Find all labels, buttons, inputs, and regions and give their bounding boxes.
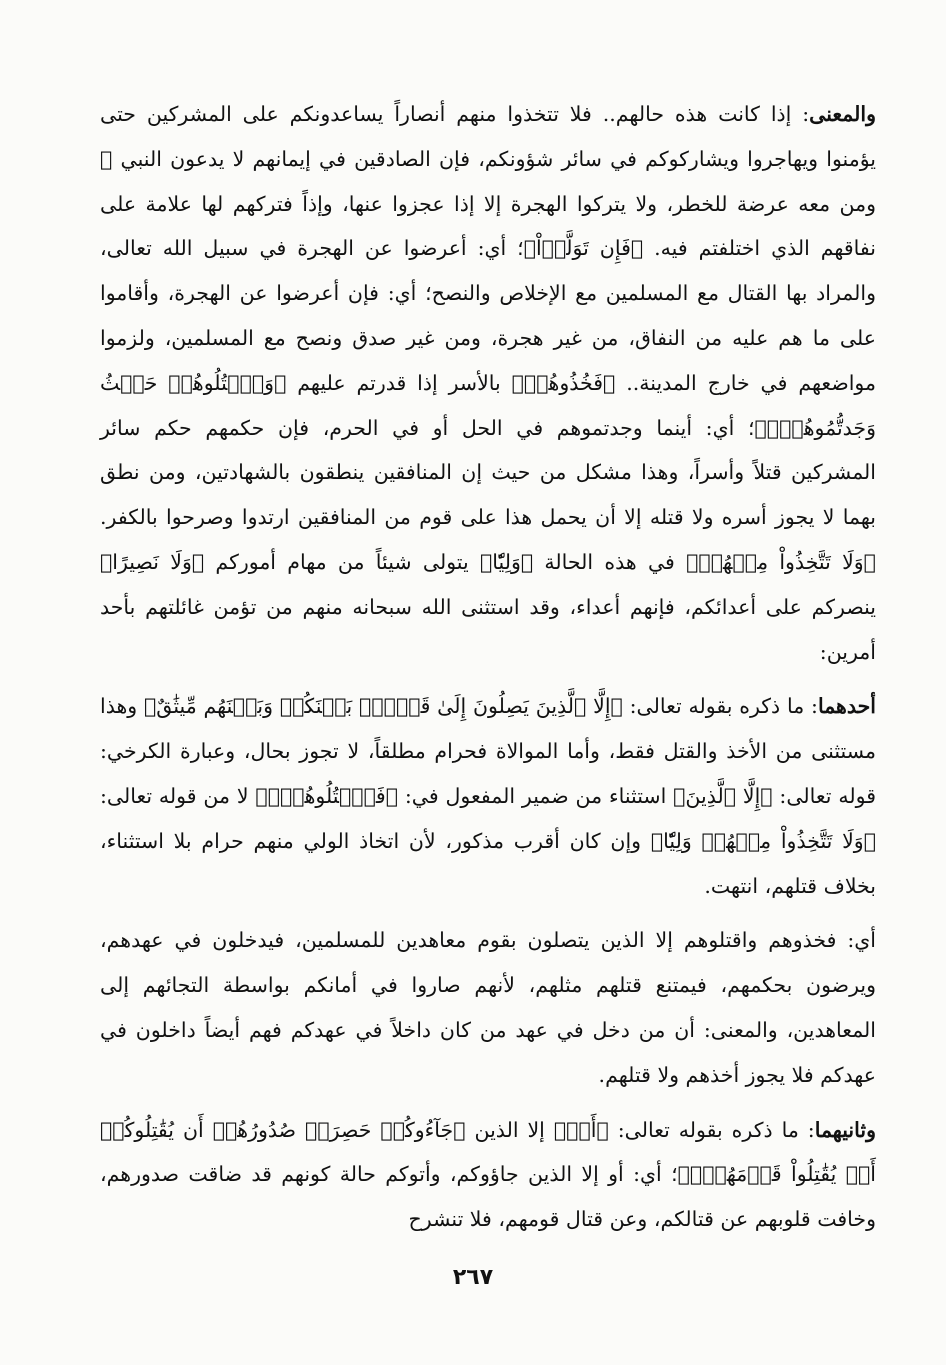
page-body <box>100 92 876 1242</box>
paragraph-3 <box>100 918 876 1097</box>
paragraph-lead: أحدهما <box>817 694 876 719</box>
paragraph-text: : إذا كانت هذه حالهم.. فلا تتخذوا منهم أنصاراً يساعدونكم على المشركين حتى يؤمنوا ويهاجروا ويشاركوكم في سائر شؤونكم، فإن الصادقين في إيمانهم لا يدعون النبي ﷺ ومن معه عرضة للخطر، ولا يتركوا الهجرة إلا إذا عجزوا عنها، وإذاً فتركهم لها علامة على نفاقهم الذي اختلفتم فيه. ﴿فَإِن تَوَلَّوۡاْ﴾؛ أي: أعرضوا عن الهجرة في سبيل الله تعالى، والمراد بها القتال مع المسلمين مع الإخلاص والنصح؛ أي: فإن أعرضوا عن الهجرة، وأقاموا على ما هم عليه من النفاق، من غير هجرة، ومن غير صدق ونصح مع المسلمين، ولزموا مواضعهم في خارج المدينة.. ﴿فَخُذُوهُمۡ﴾ بالأسر إذا قدرتم عليهم ﴿وَٱقۡتُلُوهُمۡ حَيۡثُ وَجَدتُّمُوهُمۡۖ﴾؛ أي: أينما وجدتموهم في الحل أو في الحرم، فإن حكمهم حكم سائر المشركين قتلاً وأسراً، وهذا مشكل من حيث إن المنافقين ينطقون بالشهادتين، ومن نطق بهما لا يجوز أسره ولا قتله إلا أن يحمل هذا على قوم من المنافقين ارتدوا وصرحوا بالكفر. ﴿وَلَا تَتَّخِذُواْ مِنۡهُمۡ﴾ في هذه الحالة ﴿وَلِيّٗا﴾ يتولى شيئاً من مهام أموركم ﴿وَلَا نَصِيرًا﴾ ينصركم على أعدائكم، فإنهم أعداء، وقد استثنى الله سبحانه منهم من تؤمن غائلتهم بأحد أمرين: <box>100 102 876 664</box>
paragraph-2 <box>100 684 876 908</box>
paragraph-lead: والمعنى <box>809 102 876 126</box>
paragraph-text: أي: فخذوهم واقتلوهم إلا الذين يتصلون بقوم معاهدين للمسلمين، فيدخلون في عهدهم، ويرضون بحكمهم، فيمتنع قتلهم مثلهم، لأنهم صاروا في أمانكم بواسطة التجائهم إلى المعاهدين، والمعنى: أن من دخل في عهد من كان داخلاً في عهدكم فهم أيضاً داخلون في عهدكم فلا يجوز أخذهم ولا قتلهم. <box>100 928 876 1087</box>
paragraph-lead: وثانيهما <box>814 1117 876 1142</box>
paragraph-text: : ما ذكره بقوله تعالى: ﴿إِلَّا ٱلَّذِينَ يَصِلُونَ إِلَىٰ قَوۡمِۭ بَيۡنَكُمۡ وَبَيۡنَهُم مِّيثَٰقٌ﴾ وهذا مستثنى من الأخذ والقتل فقط، وأما الموالاة فحرام مطلقاً، لا تجوز بحال، وعبارة الكرخي: قوله تعالى: ﴿إِلَّا ٱلَّذِينَ﴾ استثناء من ضمير المفعول في: ﴿فَٱقۡتُلُوهُمۡۚ﴾ لا من قوله تعالى: ﴿وَلَا تَتَّخِذُواْ مِنۡهُمۡ وَلِيّٗا﴾ وإن كان أقرب مذكور، لأن اتخاذ الولي منهم حرام بلا استثناء، بخلاف قتلهم، انتهت. <box>100 694 876 898</box>
paragraph-text: : ما ذكره بقوله تعالى: ﴿أَوۡ﴾ إلا الذين ﴿جَآءُوكُمۡ حَصِرَتۡ صُدُورُهُمۡ أَن يُقَٰتِلُوكُمۡ أَوۡ يُقَٰتِلُواْ قَوۡمَهُمۡۚ﴾؛ أي: أو إلا الذين جاؤوكم، وأتوكم حالة كونهم قد ضاقت صدورهم، وخافت قلوبهم عن قتالكم، وعن قتال قومهم، فلا تنشرح <box>100 1117 876 1232</box>
paragraph-4 <box>100 1108 876 1242</box>
paragraph-1 <box>100 92 876 674</box>
page-number: ٢٦٧ <box>452 1265 494 1290</box>
